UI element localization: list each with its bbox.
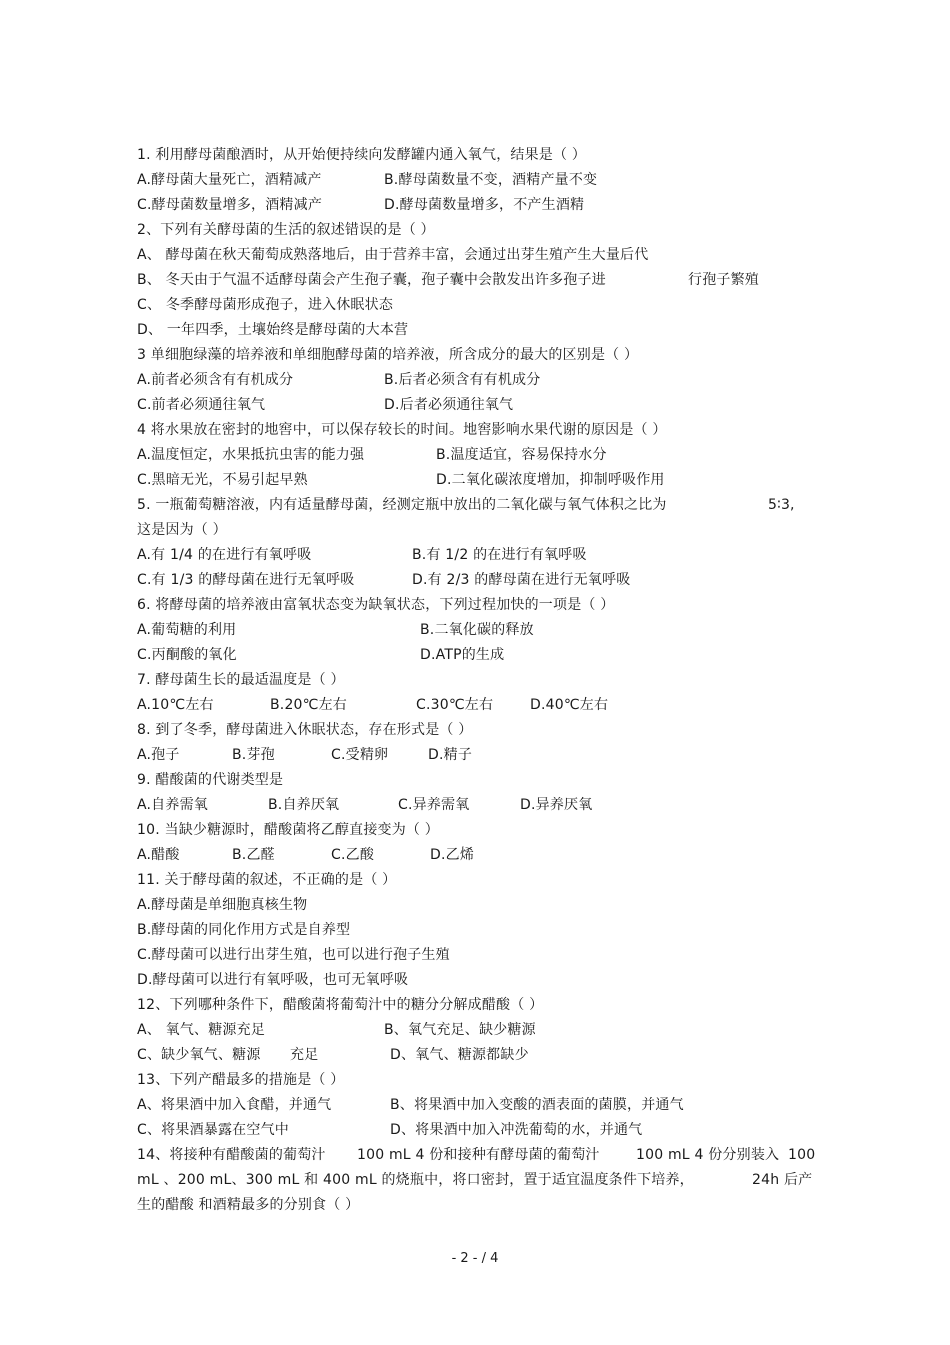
question-4-option-d: D.二氧化碳浓度增加，抑制呼吸作用: [436, 472, 665, 488]
question-7-option-a: A.10℃左右: [137, 697, 214, 713]
question-1-option-b: B.酵母菌数量不变，酒精产量不变: [384, 172, 598, 188]
question-12-option-d: D、氧气、糖源都缺少: [390, 1047, 529, 1063]
question-6-option-a: A.葡萄糖的利用: [137, 622, 237, 638]
question-5-stem-continued: 这是因为（ ）: [137, 522, 227, 538]
question-14-stem-part-1: 14、将接种有醋酸菌的葡萄汁: [137, 1147, 326, 1163]
question-8-stem: 8. 到了冬季，酵母菌进入休眠状态，存在形式是（ ）: [137, 722, 473, 738]
question-2-option-b: B、 冬天由于气温不适酵母菌会产生孢子囊，孢子囊中会散发出许多孢子进: [137, 272, 606, 288]
question-3-option-b: B.后者必须含有有机成分: [384, 372, 541, 388]
question-14-stem-part-2: 100 mL 4 份和接种有酵母菌的葡萄汁: [357, 1147, 600, 1163]
question-2-option-b-continued: 行孢子繁殖: [688, 272, 759, 288]
question-1-option-a: A.酵母菌大量死亡，酒精减产: [137, 172, 322, 188]
question-7-stem: 7. 酵母菌生长的最适温度是（ ）: [137, 672, 345, 688]
question-8-option-c: C.受精卵: [331, 747, 389, 763]
question-2-option-d: D、 一年四季，土壤始终是酵母菌的大本营: [137, 322, 409, 338]
question-5-option-a: A.有 1/4 的在进行有氧呼吸: [137, 547, 312, 563]
question-4-stem: 4 将水果放在密封的地窖中，可以保存较长的时间。地窖影响水果代谢的原因是（ ）: [137, 422, 667, 438]
question-2-option-a: A、 酵母菌在秋天葡萄成熟落地后，由于营养丰富，会通过出芽生殖产生大量后代: [137, 247, 649, 263]
question-9-option-c: C.异养需氧: [398, 797, 470, 813]
question-4-option-b: B.温度适宜，容易保持水分: [436, 447, 607, 463]
question-12-option-b: B、氧气充足、缺少糖源: [384, 1022, 536, 1038]
question-10-option-a: A.醋酸: [137, 847, 180, 863]
question-5-option-d: D.有 2/3 的酵母菌在进行无氧呼吸: [412, 572, 631, 588]
question-5-option-b: B.有 1/2 的在进行有氧呼吸: [412, 547, 587, 563]
question-9-stem: 9. 醋酸菌的代谢类型是: [137, 772, 284, 788]
question-8-option-d: D.精子: [428, 747, 473, 763]
question-13-option-c: C、将果酒暴露在空气中: [137, 1122, 289, 1138]
question-14-stem-line-2: mL 、200 mL、300 mL 和 400 mL 的烧瓶中，将口密封，置于适宜温度条件下培养，: [137, 1172, 694, 1188]
question-7-option-d: D.40℃左右: [530, 697, 609, 713]
question-1-option-d: D.酵母菌数量增多，不产生酒精: [384, 197, 585, 213]
question-6-option-b: B.二氧化碳的释放: [420, 622, 534, 638]
question-11-option-b: B.酵母菌的同化作用方式是自养型: [137, 922, 351, 938]
question-3-option-d: D.后者必须通往氧气: [384, 397, 514, 413]
question-8-option-a: A.孢子: [137, 747, 180, 763]
question-14-stem-part-4: 100: [788, 1147, 816, 1163]
question-10-option-c: C.乙酸: [331, 847, 375, 863]
question-5-option-c: C.有 1/3 的酵母菌在进行无氧呼吸: [137, 572, 355, 588]
question-1-option-c: C.酵母菌数量增多，酒精减产: [137, 197, 323, 213]
question-7-option-b: B.20℃左右: [270, 697, 347, 713]
question-13-stem: 13、下列产醋最多的措施是（ ）: [137, 1072, 345, 1088]
question-6-option-c: C.丙酮酸的氧化: [137, 647, 237, 663]
question-11-option-d: D.酵母菌可以进行有氧呼吸，也可无氧呼吸: [137, 972, 409, 988]
question-9-option-b: B.自养厌氧: [268, 797, 340, 813]
question-14-stem-line-3: 生的醋酸 和酒精最多的分别食（ ）: [137, 1197, 360, 1213]
question-2-stem: 2、下列有关酵母菌的生活的叙述错误的是（ ）: [137, 222, 435, 238]
question-2-option-c: C、 冬季酵母菌形成孢子，进入休眠状态: [137, 297, 394, 313]
question-9-option-a: A.自养需氧: [137, 797, 208, 813]
question-9-option-d: D.异养厌氧: [520, 797, 593, 813]
question-5-stem: 5. 一瓶葡萄糖溶液，内有适量酵母菌，经测定瓶中放出的二氧化碳与氧气体积之比为: [137, 497, 667, 513]
question-6-stem: 6. 将酵母菌的培养液由富氧状态变为缺氧状态，下列过程加快的一项是（ ）: [137, 597, 615, 613]
question-5-ratio: 5∶3,: [768, 497, 795, 513]
question-8-option-b: B.芽孢: [232, 747, 275, 763]
page-number: - 2 - / 4: [451, 1251, 499, 1266]
question-3-option-a: A.前者必须含有有机成分: [137, 372, 294, 388]
question-3-option-c: C.前者必须通往氧气: [137, 397, 266, 413]
question-4-option-a: A.温度恒定，水果抵抗虫害的能力强: [137, 447, 365, 463]
question-12-option-c: C、缺少氧气、糖源: [137, 1047, 261, 1063]
question-11-stem: 11. 关于酵母菌的叙述，不正确的是（ ）: [137, 872, 397, 888]
question-6-option-d: D.ATP的生成: [420, 647, 505, 663]
question-13-option-d: D、将果酒中加入冲洗葡萄的水，并通气: [390, 1122, 643, 1138]
question-3-stem: 3 单细胞绿藻的培养液和单细胞酵母菌的培养液，所含成分的最大的区别是（ ）: [137, 347, 639, 363]
question-12-option-c-continued: 充足: [290, 1047, 319, 1063]
question-14-stem-line-2-end: 24h 后产: [752, 1172, 813, 1188]
question-13-option-b: B、将果酒中加入变酸的酒表面的菌膜，并通气: [390, 1097, 684, 1113]
question-13-option-a: A、将果酒中加入食醋，并通气: [137, 1097, 332, 1113]
question-10-stem: 10. 当缺少糖源时，醋酸菌将乙醇直接变为（ ）: [137, 822, 439, 838]
question-10-option-b: B.乙醛: [232, 847, 275, 863]
question-1-stem: 1. 利用酵母菌酿酒时，从开始便持续向发酵罐内通入氧气，结果是（ ）: [137, 147, 587, 163]
question-4-option-c: C.黑暗无光，不易引起早熟: [137, 472, 308, 488]
question-11-option-a: A.酵母菌是单细胞真核生物: [137, 897, 308, 913]
question-14-stem-part-3: 100 mL 4 份分别装入: [636, 1147, 780, 1163]
question-12-stem: 12、下列哪种条件下，醋酸菌将葡萄汁中的糖分分解成醋酸（ ）: [137, 997, 544, 1013]
question-12-option-a: A、 氧气、糖源充足: [137, 1022, 266, 1038]
question-11-option-c: C.酵母菌可以进行出芽生殖，也可以进行孢子生殖: [137, 947, 450, 963]
question-7-option-c: C.30℃左右: [416, 697, 494, 713]
question-10-option-d: D.乙烯: [430, 847, 475, 863]
